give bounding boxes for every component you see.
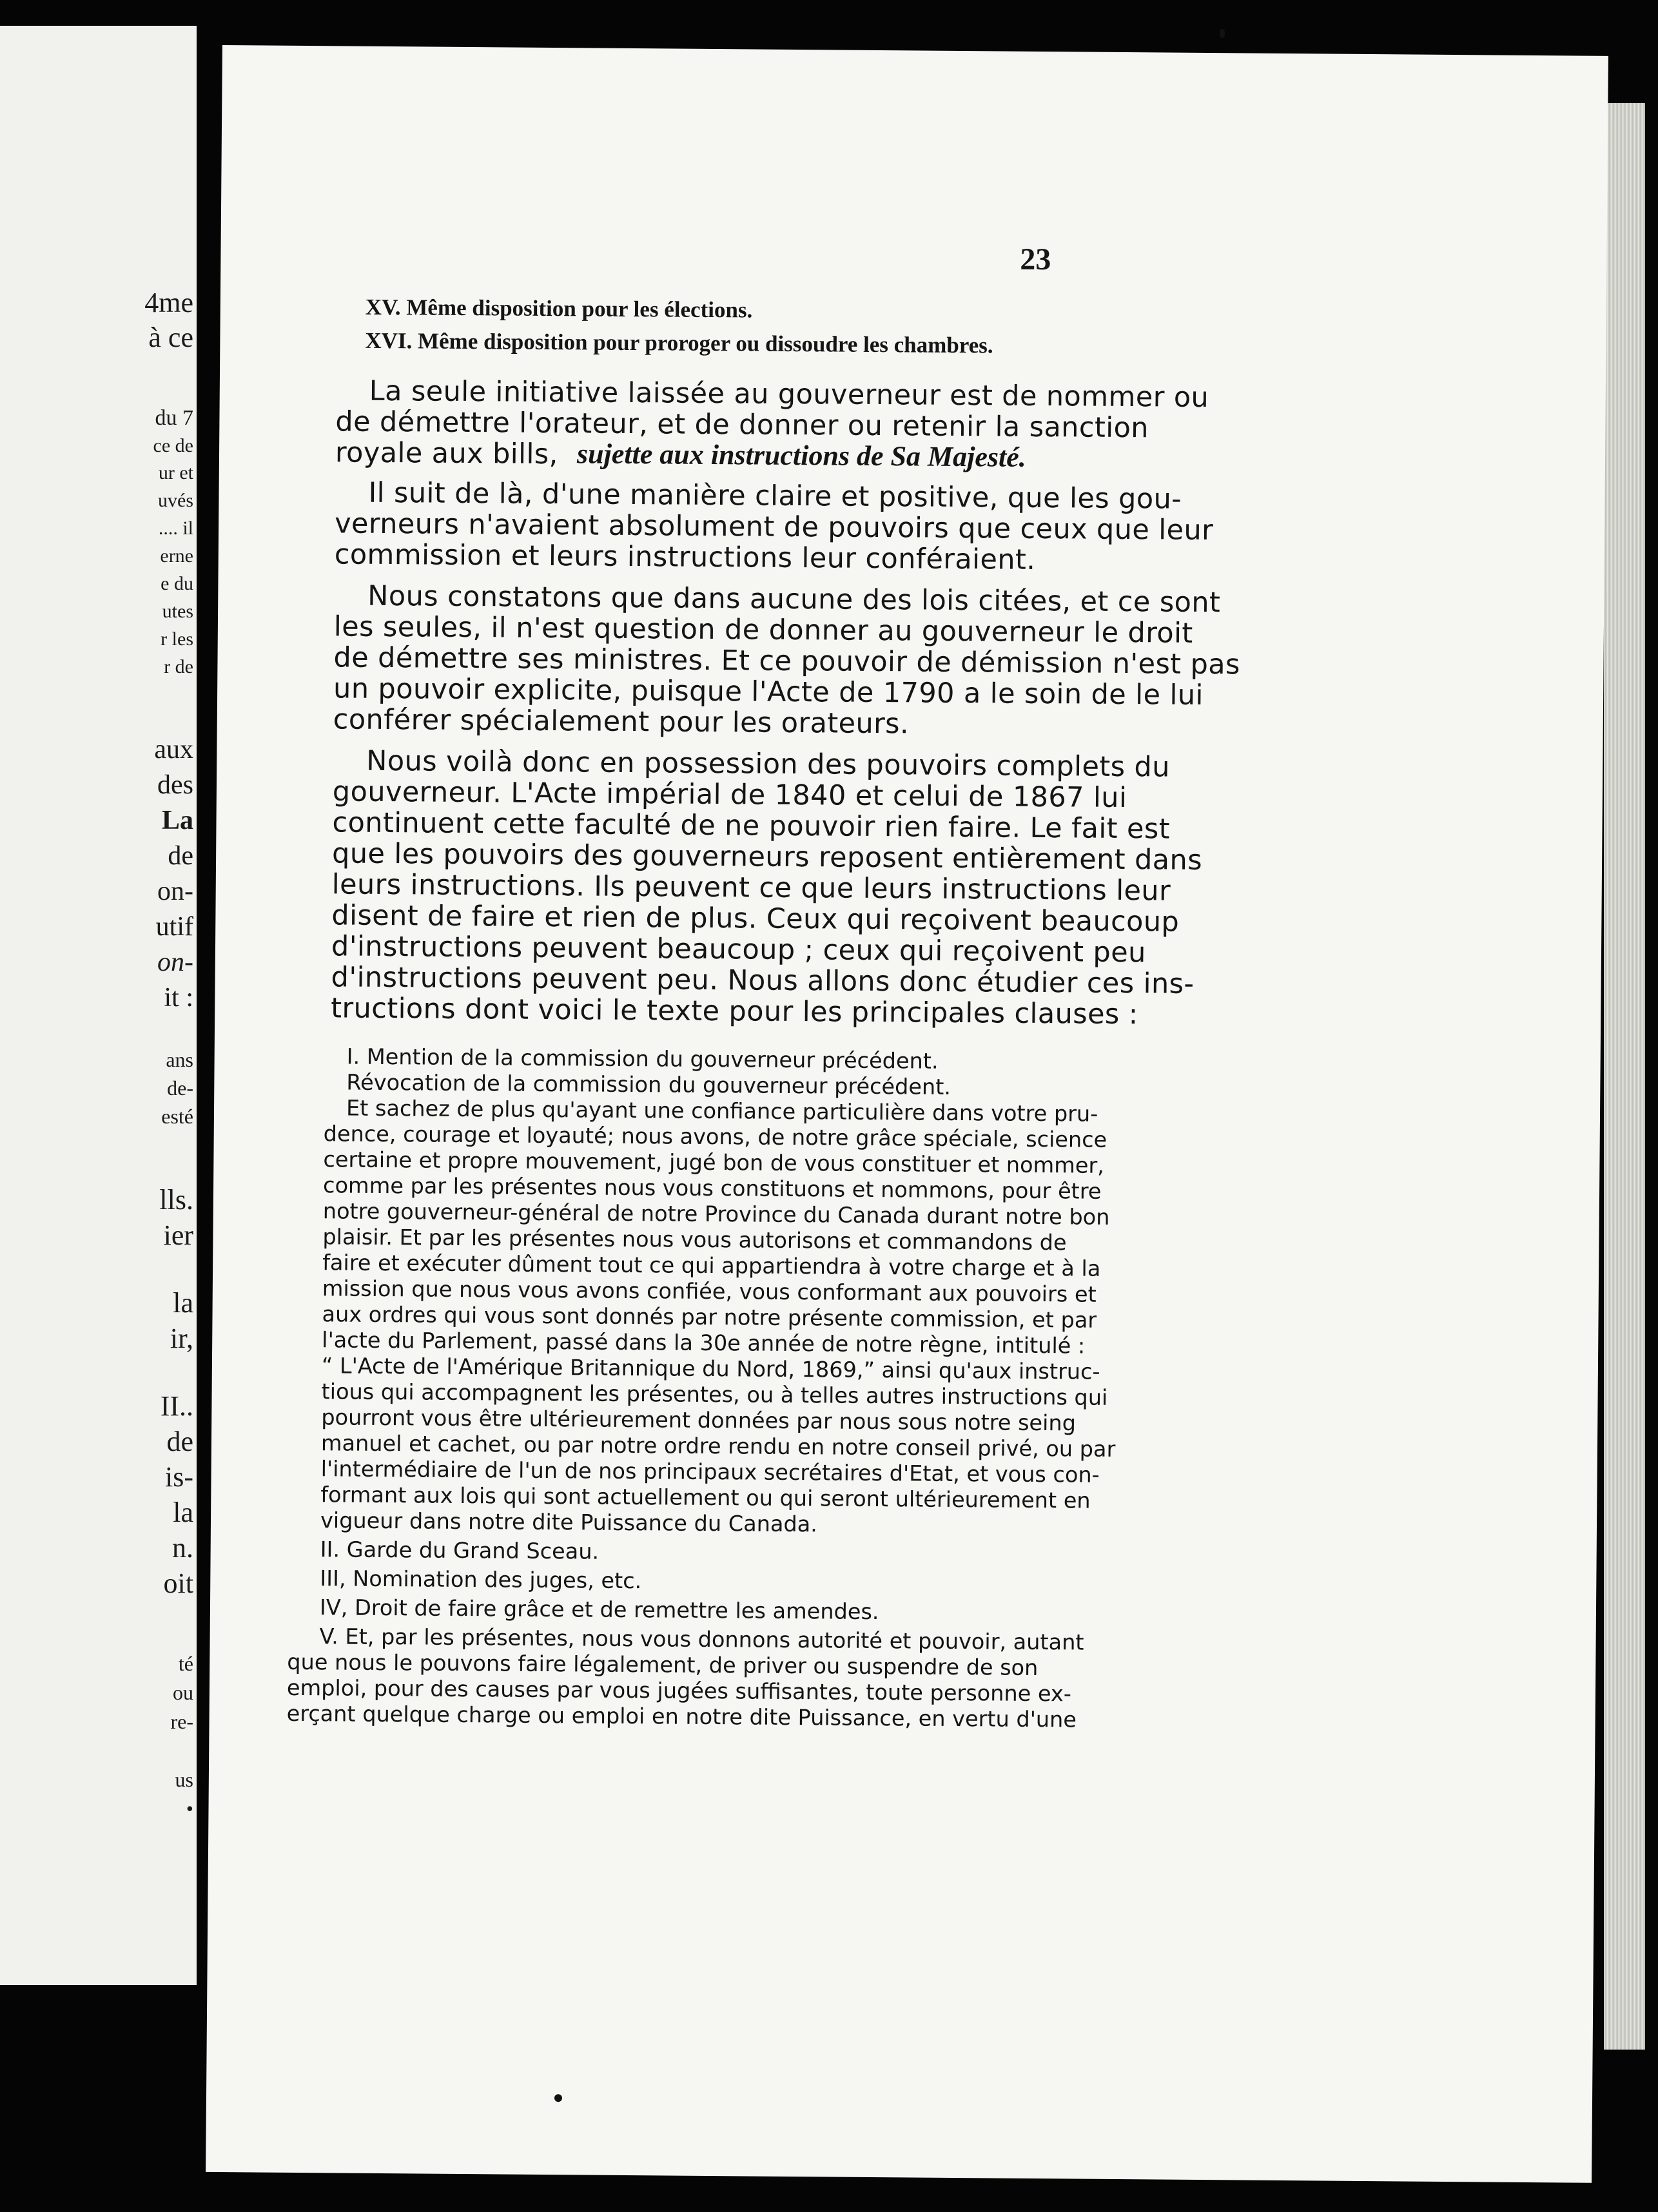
body-line: Nous voilà donc en possession des pouvoirs complets du: [366, 744, 1171, 784]
previous-page-fragment: ier: [163, 1219, 193, 1251]
body-line: gouverneur. L'Acte impérial de 1840 et celui de 1867 lui: [332, 775, 1127, 815]
previous-page-fragment: la: [173, 1497, 193, 1528]
previous-page-fragment: ir,: [170, 1323, 193, 1354]
previous-page-fragment: r de: [164, 656, 193, 677]
body-line: d'instructions peuvent peu. Nous allons donc étudier ces ins-: [331, 961, 1195, 1000]
body-line: disent de faire et rien de plus. Ceux qui reçoivent beaucoup: [331, 899, 1180, 938]
clause-line: III, Nomination des juges, etc.: [320, 1566, 642, 1594]
clause-line: que nous le pouvons faire légalement, de priver ou suspendre de son: [287, 1649, 1039, 1681]
clause-line: pourront vous être ultérieurement données par nous sous notre seing: [321, 1404, 1077, 1436]
body-line-italic: sujette aux instructions de Sa Majesté.: [576, 438, 1026, 473]
previous-page-fragment: la: [173, 1287, 193, 1319]
previous-page-fragment: erne: [160, 545, 193, 567]
clause-line: certaine et propre mouvement, jugé bon de vous constituer et nommer,: [323, 1147, 1105, 1178]
previous-page-fragment: de: [168, 841, 193, 871]
previous-page-fragment: is-: [165, 1461, 193, 1493]
previous-page-fragment: utes: [162, 601, 193, 622]
previous-page-fragment: •: [186, 1797, 193, 1820]
body-line: Nous constatons que dans aucune des lois citées, et ce sont: [367, 579, 1221, 619]
clause-line: “ L'Acte de l'Amérique Britannique du Nord, 1869,” ainsi qu'aux instruc-: [321, 1353, 1100, 1384]
clause-line: manuel et cachet, ou par notre ordre rendu en notre conseil privé, ou par: [320, 1430, 1116, 1462]
clause-line: l'acte du Parlement, passé dans la 30e année de notre règne, intitulé :: [322, 1327, 1086, 1359]
clause-line: II. Garde du Grand Sceau.: [320, 1537, 600, 1564]
previous-page-fragment: .... il: [158, 518, 193, 539]
previous-page-fragment: ou: [173, 1681, 193, 1704]
previous-page-fragment: re-: [170, 1710, 193, 1733]
previous-page-fragment: lls.: [159, 1184, 193, 1216]
previous-page-fragment: on-: [157, 947, 193, 977]
previous-page-fragment: II..: [160, 1390, 193, 1422]
body-line: verneurs n'avaient absolument de pouvoirs que ceux que leur: [334, 507, 1214, 547]
previous-page-fragment: La: [161, 806, 193, 835]
body-line: que les pouvoirs des gouverneurs reposent entièrement dans: [331, 837, 1203, 877]
body-line: continuent cette faculté de ne pouvoir rien faire. Le fait est: [332, 806, 1171, 846]
previous-page-fragment: oit: [163, 1567, 193, 1599]
previous-page-fragment: des: [157, 770, 193, 800]
clause-line: dence, courage et loyauté; nous avons, de notre grâce spéciale, science: [323, 1121, 1107, 1152]
body-line: commission et leurs instructions leur conféraient.: [334, 538, 1036, 576]
previous-page-fragment: de-: [167, 1076, 193, 1100]
clause-line: aux ordres qui vous sont donnés par notre présente commission, et par: [322, 1301, 1097, 1333]
previous-page-fragment: it :: [164, 983, 193, 1013]
page-number: 23: [1020, 242, 1051, 277]
body-line: tructions dont voici le texte pour les principales clauses :: [331, 992, 1138, 1031]
clause-line: Révocation de la commission du gouverneur précédent.: [346, 1069, 951, 1100]
clause-line: IV, Droit de faire grâce et de remettre les amendes.: [319, 1595, 879, 1625]
clause-line: comme par les présentes nous vous constituons et nommons, pour être: [322, 1172, 1102, 1204]
previous-page-fragment: à ce: [148, 322, 193, 353]
clause-line: I. Mention de la commission du gouverneur précédent.: [346, 1043, 939, 1074]
clause-line: formant aux lois qui sont actuellement ou qui seront ultérieurement en: [320, 1482, 1091, 1513]
clause-line: l'intermédiaire de l'un de nos principaux secrétaires d'Etat, et vous con-: [320, 1456, 1100, 1488]
clause-line: erçant quelque charge ou emploi en notre dite Puissance, en vertu d'une: [286, 1700, 1077, 1732]
section-header: XV. Même disposition pour les élections.: [365, 294, 753, 323]
section-header: XVI. Même disposition pour proroger ou dissoudre les chambres.: [365, 327, 993, 358]
previous-page: [0, 26, 197, 1985]
body-line: leurs instructions. Ils peuvent ce que leurs instructions leur: [331, 868, 1171, 907]
previous-page-fragment: 4me: [144, 287, 193, 318]
previous-page-fragment: esté: [161, 1105, 193, 1128]
page-edges: [1604, 103, 1645, 2050]
clause-line: tious qui accompagnent les présentes, ou à telles autres instructions qui: [321, 1379, 1108, 1410]
previous-page-fragment: aux: [154, 735, 193, 764]
ink-speck: [1220, 29, 1225, 38]
clause-line: mission que nous vous avons confiée, vous conformant aux pouvoirs et: [322, 1276, 1097, 1307]
previous-page-fragment: uvés: [158, 490, 193, 511]
body-line: La seule initiative laissée au gouverneur est de nommer ou: [369, 374, 1209, 414]
previous-page-fragment: on-: [157, 877, 193, 906]
body-line: les seules, il n'est question de donner au gouverneur le droit: [333, 610, 1193, 650]
clause-line: Et sachez de plus qu'ayant une confiance particulière dans votre pru-: [346, 1095, 1098, 1127]
previous-page-fragment: utif: [155, 912, 193, 942]
body-line: de démettre l'orateur, et de donner ou retenir la sanction: [335, 405, 1149, 445]
body-line: d'instructions peuvent beaucoup ; ceux qui reçoivent peu: [331, 930, 1146, 969]
previous-page-fragment: e du: [161, 573, 193, 594]
previous-page-fragment: té: [178, 1652, 193, 1675]
previous-page-fragment: us: [175, 1768, 193, 1791]
body-line: royale aux bills,: [335, 436, 558, 471]
previous-page-fragment: r les: [161, 628, 193, 650]
clause-line: emploi, pour des causes par vous jugées suffisantes, toute personne ex-: [286, 1674, 1072, 1707]
body-line: un pouvoir explicite, puisque l'Acte de 1790 a le soin de le lui: [333, 672, 1204, 712]
clause-line: plaisir. Et par les présentes nous vous autorisons et commandons de: [322, 1224, 1067, 1256]
clause-line: faire et exécuter dûment tout ce qui appartiendra à votre charge et à la: [322, 1250, 1101, 1281]
previous-page-fragment: n.: [172, 1532, 193, 1564]
clause-line: vigueur dans notre dite Puissance du Canada.: [320, 1508, 818, 1537]
body-line: Il suit de là, d'une manière claire et positive, que les gou-: [368, 476, 1182, 516]
clause-line: V. Et, par les présentes, nous vous donnons autorité et pouvoir, autant: [319, 1624, 1084, 1655]
main-page: [206, 45, 1608, 2183]
ink-speck: [554, 2094, 562, 2102]
body-line: de démettre ses ministres. Et ce pouvoir de démission n'est pas: [333, 641, 1241, 681]
previous-page-fragment: ur et: [158, 462, 193, 483]
body-line: conférer spécialement pour les orateurs.: [333, 703, 910, 741]
previous-page-fragment: de: [166, 1426, 193, 1457]
clause-line: notre gouverneur-général de notre Province du Canada durant notre bon: [322, 1198, 1110, 1230]
previous-page-fragment: ce de: [153, 435, 193, 456]
previous-page-fragment: du 7: [155, 406, 193, 430]
previous-page-fragment: ans: [166, 1048, 193, 1071]
